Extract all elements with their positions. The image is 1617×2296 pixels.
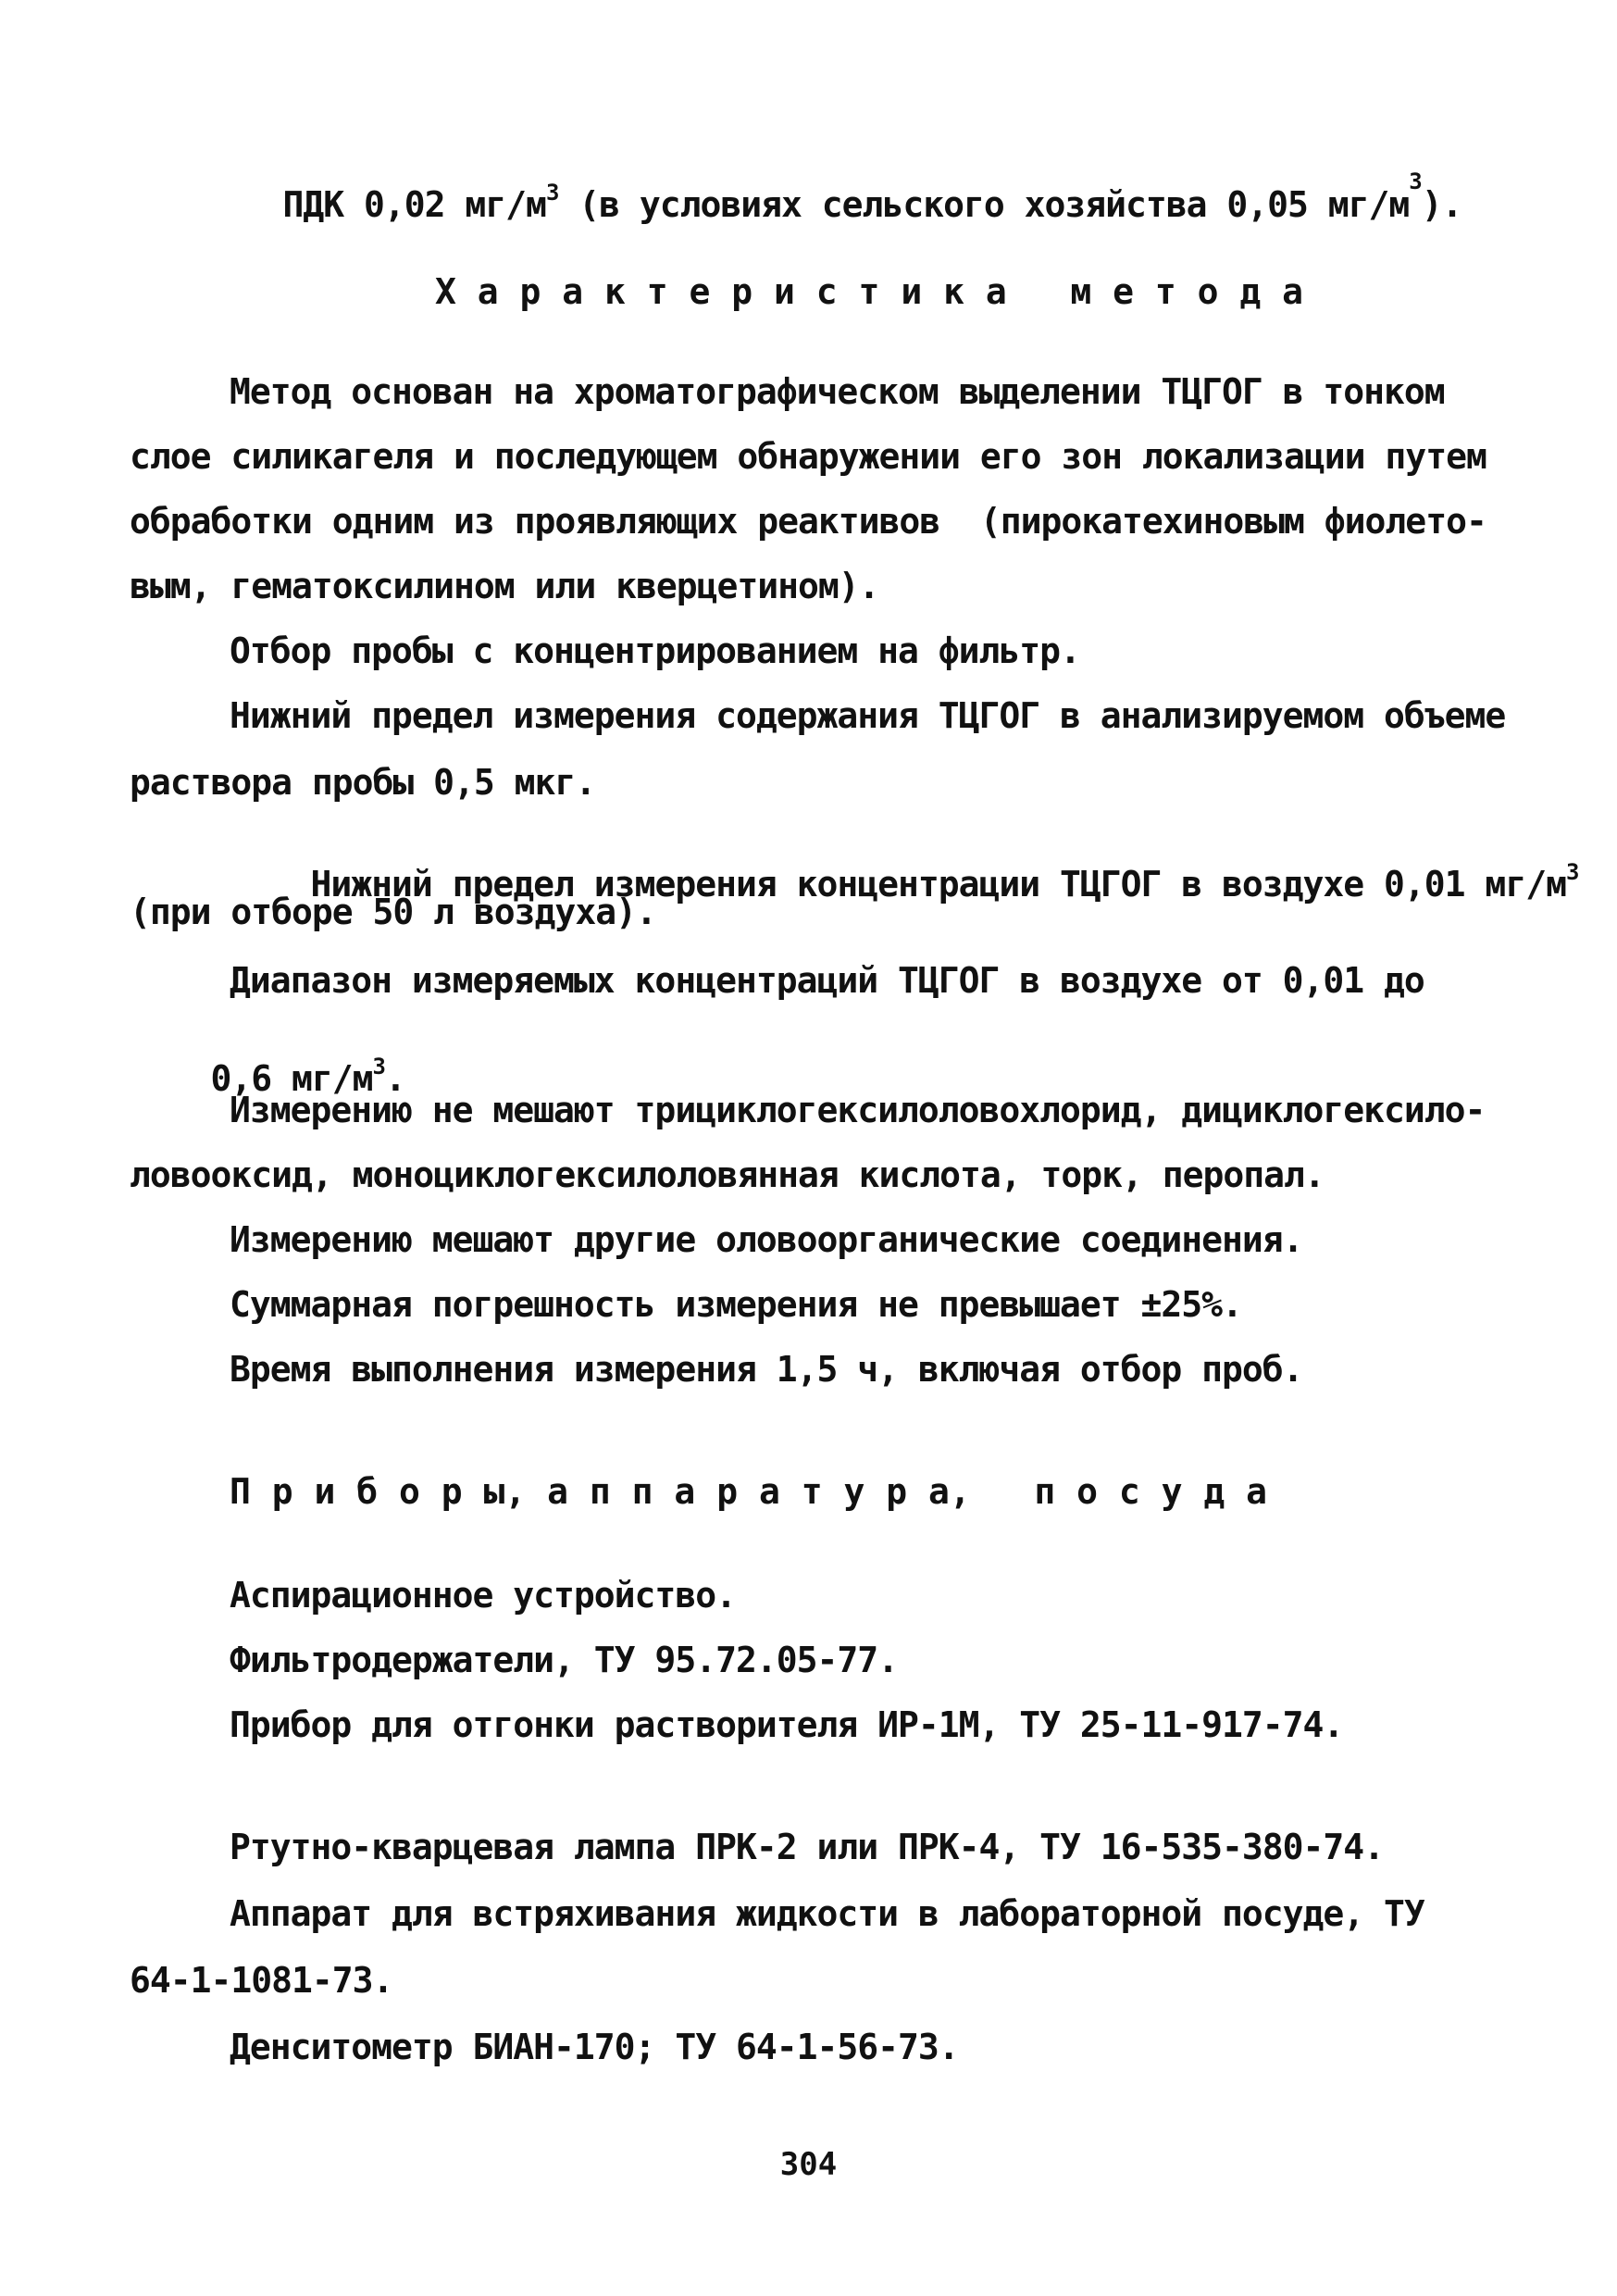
interference-line-1: Измерению не мешают трициклогексилоловохлорид, дициклогексило- (230, 1090, 1486, 1130)
section-title-method: Х а р а к т е р и с т и к а м е т о д а (435, 271, 1303, 312)
method-line-4: вым, гематоксилином или кверцетином). (130, 566, 879, 606)
pdk-text-3: ). (1421, 184, 1462, 225)
concentration-limit-line-2: (при отборе 50 л воздуха). (130, 892, 656, 932)
pdk-text-1: ПДК 0,02 мг/м (282, 184, 546, 225)
equipment-line-3: Прибор для отгонки растворителя ИР-1М, ТУ 25-11-917-74. (230, 1704, 1344, 1745)
equipment-line-2: Фильтродержатели, ТУ 95.72.05-77. (230, 1640, 898, 1680)
method-line-1: Метод основан на хроматографическом выделении ТЦГОГ в тонком (230, 371, 1445, 412)
equipment-line-1: Аспирационное устройство. (230, 1575, 736, 1616)
concentration-limit-text: Нижний предел измерения концентрации ТЦГОГ в воздухе 0,01 мг/м (310, 864, 1566, 905)
error-line: Суммарная погрешность измерения не превышает ±25%. (230, 1284, 1242, 1325)
range-line-1: Диапазон измеряемых концентраций ТЦГОГ в воздухе от 0,01 до (230, 960, 1424, 1001)
equipment-line-4: Ртутно-кварцевая лампа ПРК-2 или ПРК-4, ТУ 16-535-380-74. (230, 1827, 1385, 1867)
concentration-limit-superscript: 3 (1565, 859, 1579, 885)
range-text-2: . (385, 1058, 405, 1099)
sampling-line: Отбор пробы с концентрированием на фильтр. (230, 630, 1080, 671)
section-title-equipment: П р и б о р ы, а п п а р а т у р а, п о с у д а (230, 1471, 1268, 1512)
duration-line: Время выполнения измерения 1,5 ч, включая отбор проб. (230, 1349, 1303, 1390)
equipment-line-6: 64-1-1081-73. (130, 1960, 393, 2001)
pdk-superscript-1: 3 (545, 180, 559, 206)
range-superscript: 3 (372, 1054, 385, 1079)
lower-limit-line-1: Нижний предел измерения содержания ТЦГОГ в анализируемом объеме (230, 695, 1506, 736)
equipment-line-7: Денситометр БИАН-170; ТУ 64-1-56-73. (230, 2027, 959, 2067)
method-line-3: обработки одним из проявляющих реактивов (пирокатехиновым фиолето- (130, 501, 1486, 542)
equipment-line-5: Аппарат для встряхивания жидкости в лабораторной посуде, ТУ (230, 1893, 1424, 1934)
pdk-superscript-2: 3 (1409, 168, 1422, 194)
pdk-text-2: (в условиях сельского хозяйства 0,05 мг/м (558, 184, 1410, 225)
page-number: 304 (779, 2146, 838, 2183)
pdk-line (202, 146, 1462, 257)
method-line-2: слое силикагеля и последующем обнаружении его зон локализации путем (130, 436, 1486, 477)
range-text-1: 0,6 мг/м (210, 1058, 373, 1099)
interference-line-3: Измерению мешают другие оловоорганические соединения. (230, 1219, 1303, 1260)
interference-line-2: ловооксид, моноциклогексилоловянная кислота, торк, перопал. (130, 1154, 1325, 1195)
lower-limit-line-2: раствора пробы 0,5 мкг. (130, 762, 596, 803)
